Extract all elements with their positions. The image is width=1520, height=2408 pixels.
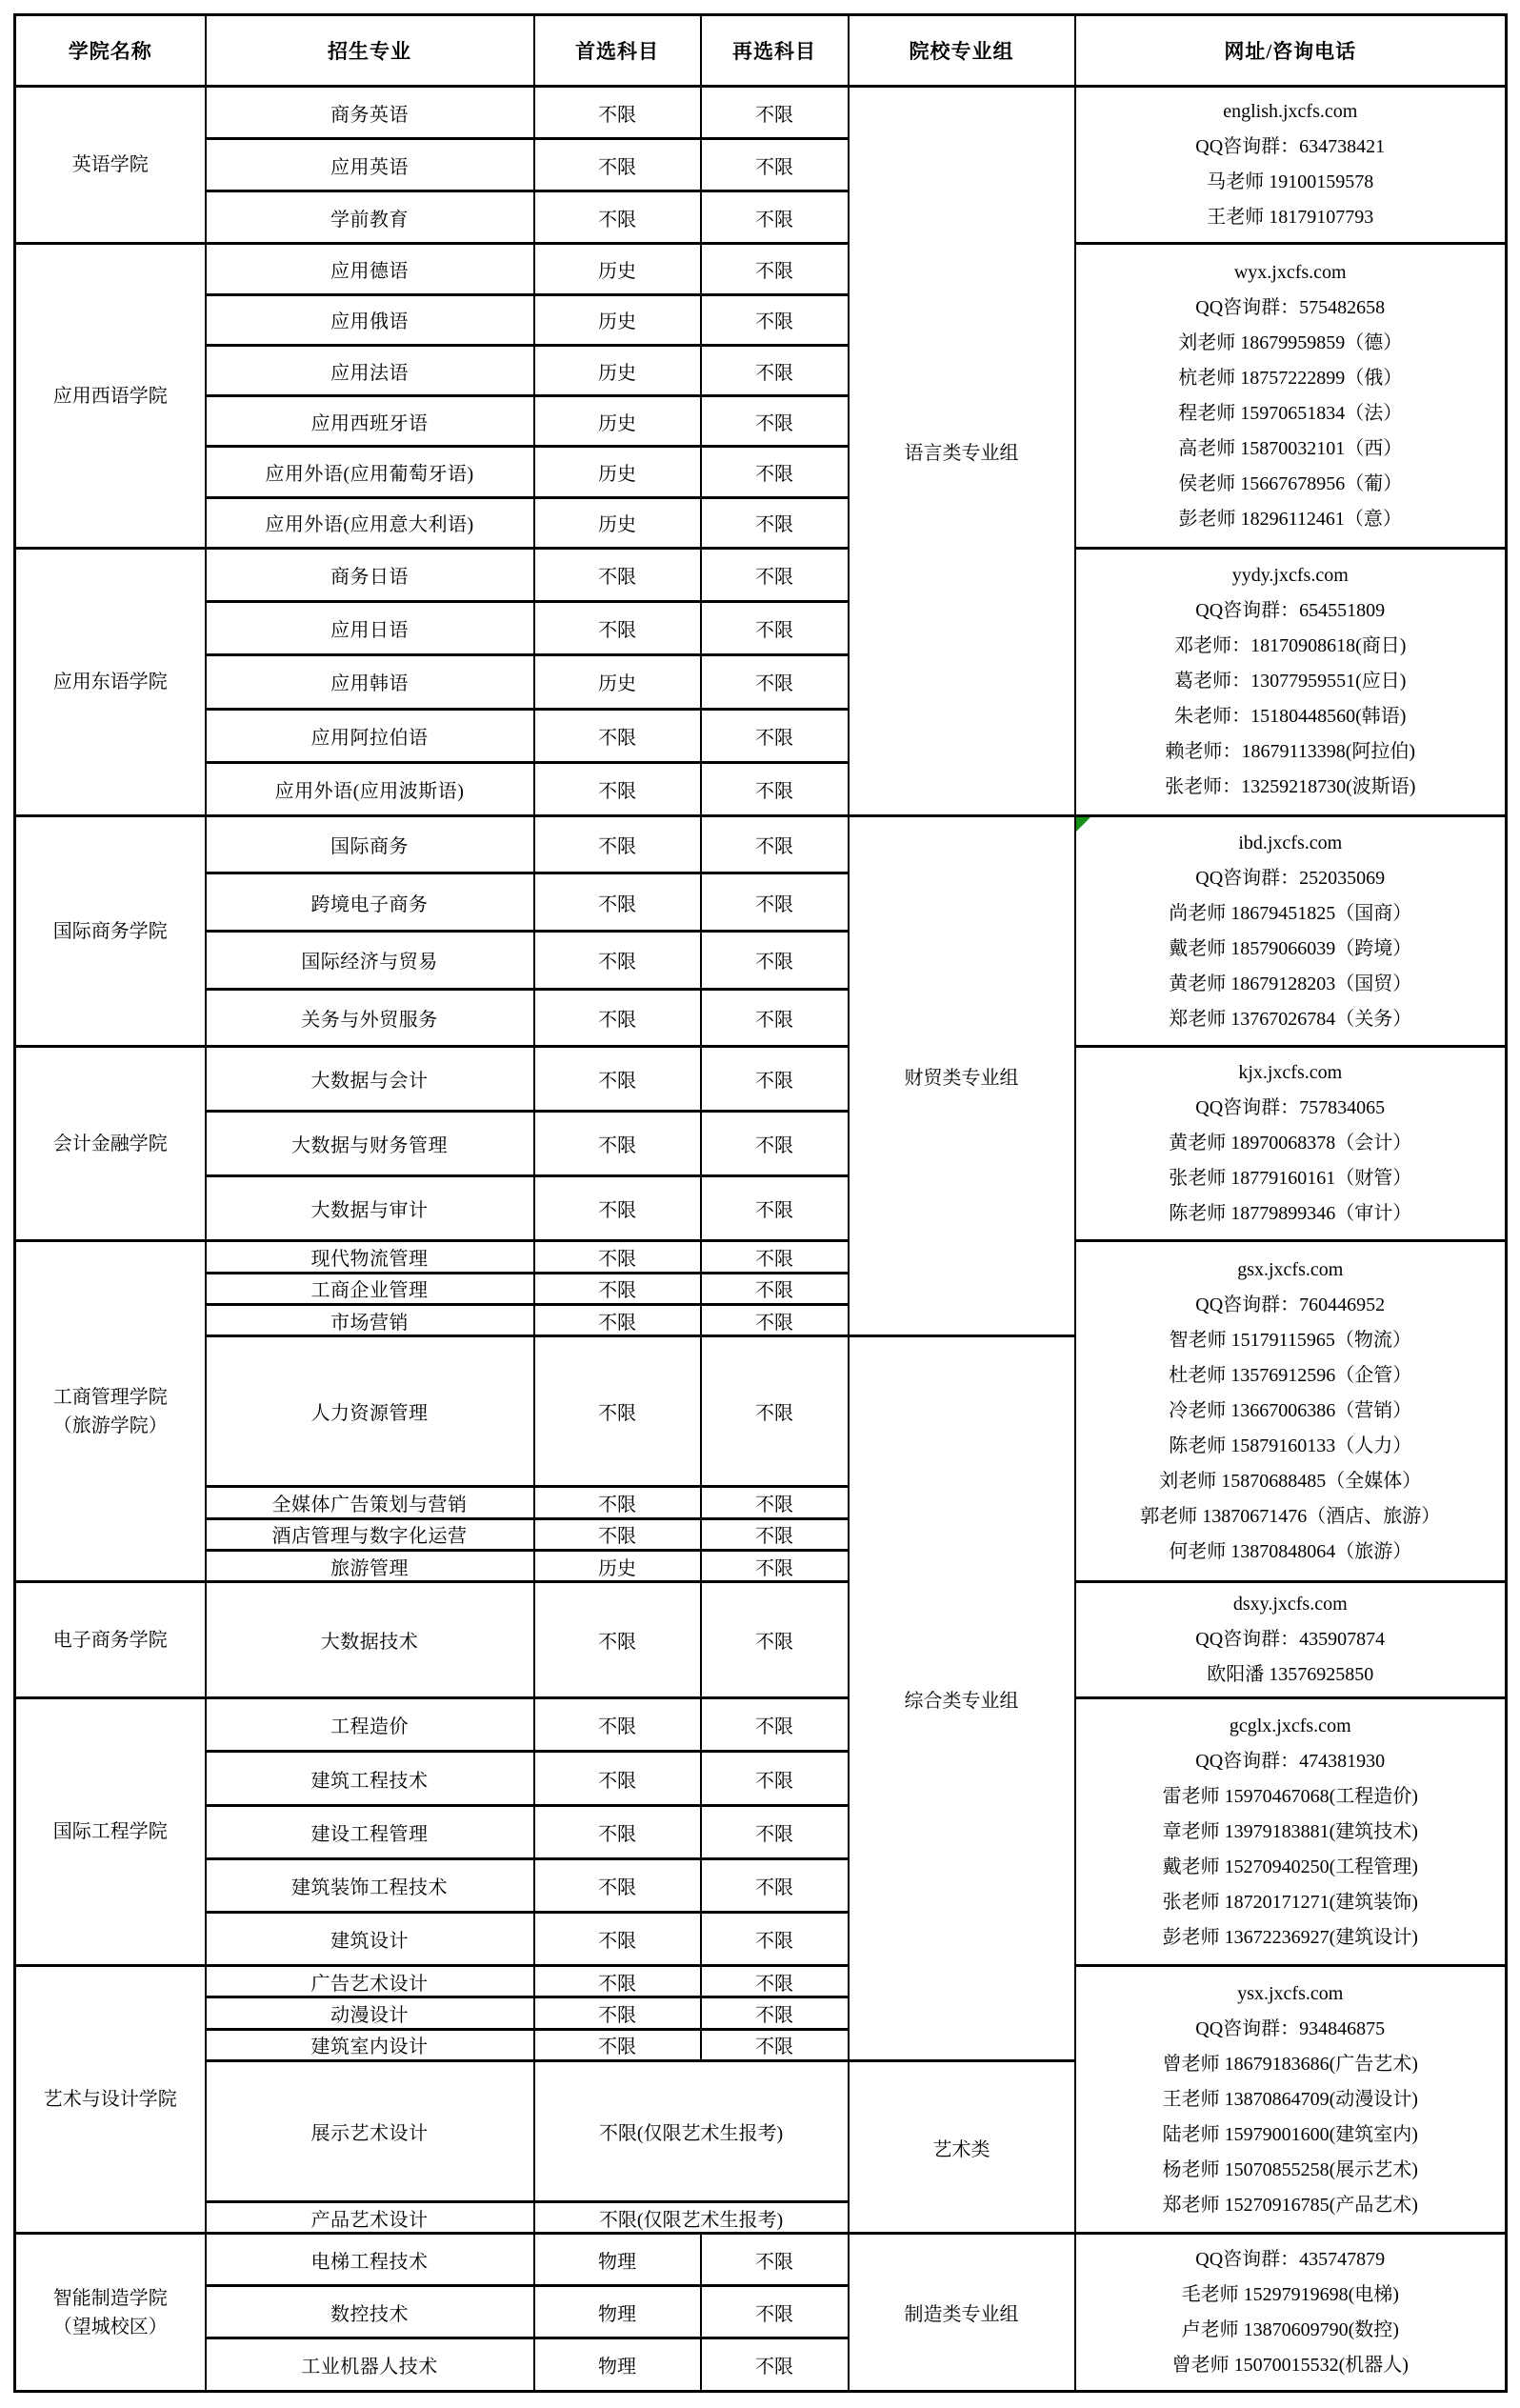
contact-cell — [1075, 815, 1507, 1046]
first-subject-cell: 不限 — [534, 1241, 701, 1273]
second-subject-cell: 不限 — [701, 2234, 849, 2286]
contact-phone: 王老师 18179107793 — [1207, 207, 1374, 229]
major-cell: 工程造价 — [206, 1698, 534, 1752]
major-cell: 应用外语(应用葡萄牙语) — [206, 447, 534, 497]
second-subject-cell: 不限 — [701, 655, 849, 709]
college-name-cell — [15, 815, 206, 1046]
second-subject-cell: 不限 — [701, 1966, 849, 1997]
first-subject-cell: 不限 — [534, 1582, 701, 1698]
major-cell: 动漫设计 — [206, 1997, 534, 2029]
major-cell: 建筑设计 — [206, 1913, 534, 1966]
college-name: 艺术与设计学院 — [43, 2089, 177, 2111]
contact-phone: 郑老师 13767026784（关务） — [1169, 1008, 1412, 1030]
contact-website: wyx.jxcfs.com — [1233, 261, 1347, 283]
major-cell: 学前教育 — [206, 191, 534, 244]
contact-phone: 赖老师：18679113398(阿拉伯) — [1165, 741, 1416, 763]
contact-qq: QQ咨询群：634738421 — [1195, 136, 1386, 158]
second-subject-cell: 不限 — [701, 1487, 849, 1518]
second-subject-cell: 不限 — [701, 1582, 849, 1698]
first-subject-cell: 历史 — [534, 447, 701, 497]
contact-phone: 智老师 15179115965（物流） — [1169, 1330, 1411, 1352]
contact-cell — [1075, 87, 1507, 244]
contact-phone: 彭老师 13672236927(建筑设计) — [1162, 1926, 1418, 1948]
header-group: 院校专业组 — [849, 15, 1075, 87]
major-cell: 建筑室内设计 — [206, 2029, 534, 2060]
contact-phone: 黄老师 18970068378（会计） — [1169, 1133, 1412, 1154]
contact-qq: QQ咨询群：252035069 — [1195, 867, 1386, 889]
contact-qq: QQ咨询群：757834065 — [1195, 1097, 1386, 1119]
first-subject-cell: 不限 — [534, 139, 701, 191]
first-subject-cell: 不限 — [534, 815, 701, 873]
second-subject-cell: 不限 — [701, 989, 849, 1047]
first-subject-cell: 不限 — [534, 709, 701, 762]
major-cell: 工商企业管理 — [206, 1273, 534, 1304]
second-subject-cell: 不限 — [701, 2029, 849, 2060]
first-subject-cell: 不限 — [534, 1304, 701, 1335]
group-cell-comprehensive: 综合类专业组 — [849, 1336, 1075, 2061]
group-cell-language: 语言类专业组 — [849, 87, 1075, 816]
contact-website: english.jxcfs.com — [1223, 101, 1358, 123]
first-subject-cell: 不限 — [534, 1518, 701, 1550]
second-subject-cell: 不限 — [701, 87, 849, 139]
second-subject-cell: 不限 — [701, 1112, 849, 1176]
college-name-sub: （望城校区） — [52, 2316, 168, 2338]
first-subject-cell: 物理 — [534, 2286, 701, 2338]
second-subject-cell: 不限 — [701, 1805, 849, 1858]
first-subject-cell: 不限 — [534, 548, 701, 601]
major-cell: 应用外语(应用波斯语) — [206, 762, 534, 815]
second-subject-cell: 不限 — [701, 1273, 849, 1304]
college-name: 英语学院 — [71, 154, 149, 176]
major-cell: 现代物流管理 — [206, 1241, 534, 1273]
second-subject-cell: 不限 — [701, 1047, 849, 1112]
contact-phone: 侯老师 15667678956（葡） — [1178, 472, 1403, 494]
major-cell: 跨境电子商务 — [206, 873, 534, 932]
second-subject-cell: 不限 — [701, 396, 849, 447]
contact-phone: 毛老师 15297919698(电梯) — [1181, 2283, 1399, 2305]
college-name: 国际工程学院 — [52, 1821, 168, 1843]
college-name-cell — [15, 1582, 206, 1698]
first-subject-cell: 不限 — [534, 1966, 701, 1997]
contact-phone: 章老师 13979183881(建筑技术) — [1162, 1820, 1418, 1842]
college-name-cell — [15, 1241, 206, 1582]
group-cell-trade: 财贸类专业组 — [849, 815, 1075, 1335]
major-cell: 展示艺术设计 — [206, 2061, 534, 2202]
contact-cell — [1075, 2234, 1507, 2392]
contact-cell — [1075, 1966, 1507, 2234]
contact-website: ysx.jxcfs.com — [1237, 1982, 1344, 2004]
contact-cell — [1075, 1241, 1507, 1582]
group-cell-art: 艺术类 — [849, 2061, 1075, 2234]
contact-phone: 马老师 19100159578 — [1207, 171, 1374, 193]
first-subject-cell: 不限 — [534, 2029, 701, 2060]
contact-phone: 葛老师：13077959551(应日) — [1174, 671, 1407, 692]
contact-website: kjx.jxcfs.com — [1238, 1062, 1343, 1084]
contact-phone: 欧阳潘 13576925850 — [1207, 1664, 1374, 1686]
major-cell: 工业机器人技术 — [206, 2338, 534, 2392]
major-cell: 应用俄语 — [206, 294, 534, 345]
major-cell: 大数据技术 — [206, 1582, 534, 1698]
first-subject-cell: 不限 — [534, 1176, 701, 1241]
major-cell: 建设工程管理 — [206, 1805, 534, 1858]
contact-qq: QQ咨询群：474381930 — [1195, 1750, 1386, 1772]
first-subject-cell: 不限 — [534, 1913, 701, 1966]
major-row — [15, 2234, 1507, 2286]
contact-phone: 陆老师 15979001600(建筑室内) — [1162, 2123, 1418, 2145]
second-subject-cell: 不限 — [701, 244, 849, 294]
major-cell: 应用阿拉伯语 — [206, 709, 534, 762]
first-subject-cell: 不限 — [534, 87, 701, 139]
second-subject-cell: 不限 — [701, 497, 849, 548]
college-name-sub: （旅游学院） — [52, 1415, 168, 1436]
college-name: 应用东语学院 — [52, 671, 168, 692]
major-cell: 应用英语 — [206, 139, 534, 191]
major-cell: 建筑工程技术 — [206, 1752, 534, 1805]
major-row — [15, 1241, 1507, 1273]
first-subject-cell: 历史 — [534, 396, 701, 447]
major-cell: 国际经济与贸易 — [206, 932, 534, 990]
contact-website: gcglx.jxcfs.com — [1229, 1715, 1351, 1736]
second-subject-cell: 不限 — [701, 762, 849, 815]
contact-cell — [1075, 1582, 1507, 1698]
second-subject-cell: 不限 — [701, 1858, 849, 1912]
first-subject-cell: 历史 — [534, 244, 701, 294]
first-subject-cell: 不限 — [534, 1047, 701, 1112]
header-contact: 网址/咨询电话 — [1075, 15, 1507, 87]
contact-phone: 张老师 18720171271(建筑装饰) — [1162, 1891, 1418, 1913]
major-cell: 应用法语 — [206, 345, 534, 395]
contact-qq: QQ咨询群：575482658 — [1195, 296, 1386, 318]
header-row — [15, 15, 1507, 87]
second-subject-cell: 不限 — [701, 815, 849, 873]
college-name-cell — [15, 1698, 206, 1966]
first-subject-cell: 不限 — [534, 873, 701, 932]
contact-phone: 戴老师 18579066039（跨境） — [1169, 937, 1412, 959]
first-subject-cell: 物理 — [534, 2338, 701, 2392]
second-subject-cell: 不限 — [701, 191, 849, 244]
contact-cell — [1075, 1047, 1507, 1241]
major-cell: 数控技术 — [206, 2286, 534, 2338]
first-subject-cell: 不限 — [534, 1752, 701, 1805]
major-row — [15, 1582, 1507, 1698]
major-cell: 大数据与审计 — [206, 1176, 534, 1241]
contact-phone: 杭老师 18757222899（俄） — [1178, 367, 1403, 389]
second-subject-cell: 不限 — [701, 1752, 849, 1805]
second-subject-cell: 不限 — [701, 139, 849, 191]
contact-phone: 程老师 15970651834（法） — [1178, 402, 1403, 424]
major-cell: 应用外语(应用意大利语) — [206, 497, 534, 548]
contact-cell — [1075, 1698, 1507, 1966]
first-subject-cell: 不限 — [534, 191, 701, 244]
first-subject-cell: 不限 — [534, 762, 701, 815]
college-name-cell — [15, 2234, 206, 2392]
contact-phone: 杜老师 13576912596（企管） — [1169, 1365, 1412, 1387]
college-name: 电子商务学院 — [52, 1629, 168, 1651]
first-subject-cell: 不限 — [534, 1997, 701, 2029]
second-subject-cell: 不限 — [701, 1241, 849, 1273]
college-name-cell — [15, 1047, 206, 1241]
second-subject-cell: 不限 — [701, 1997, 849, 2029]
contact-phone: 冷老师 13667006386（营销） — [1169, 1400, 1412, 1422]
second-subject-cell: 不限 — [701, 1518, 849, 1550]
group-cell-manufacturing: 制造类专业组 — [849, 2234, 1075, 2392]
contact-phone: 黄老师 18679128203（国贸） — [1169, 973, 1412, 994]
second-subject-cell: 不限 — [701, 447, 849, 497]
major-cell: 商务英语 — [206, 87, 534, 139]
college-name-cell — [15, 87, 206, 244]
contact-phone: 陈老师 15879160133（人力） — [1169, 1435, 1412, 1457]
first-subject-cell: 不限 — [534, 1112, 701, 1176]
contact-phone: 刘老师 15870688485（全媒体） — [1159, 1471, 1422, 1493]
merged-subject-cell: 不限(仅限艺术生报考) — [534, 2061, 849, 2202]
contact-cell — [1075, 548, 1507, 815]
college-name-cell — [15, 1966, 206, 2234]
second-subject-cell: 不限 — [701, 548, 849, 601]
contact-website: ibd.jxcfs.com — [1238, 832, 1343, 853]
first-subject-cell: 不限 — [534, 932, 701, 990]
header-second-subject: 再选科目 — [701, 15, 849, 87]
major-cell: 旅游管理 — [206, 1550, 534, 1581]
second-subject-cell: 不限 — [701, 1336, 849, 1487]
first-subject-cell: 不限 — [534, 1273, 701, 1304]
major-cell: 大数据与会计 — [206, 1047, 534, 1112]
college-name-cell — [15, 548, 206, 815]
first-subject-cell: 历史 — [534, 294, 701, 345]
major-cell: 应用韩语 — [206, 655, 534, 709]
second-subject-cell: 不限 — [701, 294, 849, 345]
major-cell: 大数据与财务管理 — [206, 1112, 534, 1176]
first-subject-cell: 历史 — [534, 497, 701, 548]
first-subject-cell: 历史 — [534, 655, 701, 709]
contact-phone: 戴老师 15270940250(工程管理) — [1162, 1856, 1418, 1877]
first-subject-cell: 不限 — [534, 1487, 701, 1518]
major-cell: 人力资源管理 — [206, 1336, 534, 1487]
contact-phone: 张老师 18779160161（财管） — [1169, 1168, 1412, 1190]
major-cell: 产品艺术设计 — [206, 2201, 534, 2233]
college-name: 应用西语学院 — [52, 385, 168, 407]
contact-qq: QQ咨询群：654551809 — [1195, 600, 1386, 622]
contact-phone: 高老师 15870032101（西） — [1178, 437, 1403, 459]
contact-website: yydy.jxcfs.com — [1231, 565, 1349, 587]
cell-corner-marker — [1076, 817, 1090, 832]
major-cell: 广告艺术设计 — [206, 1966, 534, 1997]
contact-phone: 朱老师：15180448560(韩语) — [1174, 706, 1407, 728]
second-subject-cell: 不限 — [701, 873, 849, 932]
second-subject-cell: 不限 — [701, 1550, 849, 1581]
second-subject-cell: 不限 — [701, 1698, 849, 1752]
major-row — [15, 1698, 1507, 1752]
college-name: 智能制造学院 — [52, 2287, 168, 2309]
header-college: 学院名称 — [15, 15, 206, 87]
major-row — [15, 87, 1507, 139]
major-cell: 全媒体广告策划与营销 — [206, 1487, 534, 1518]
major-cell: 酒店管理与数字化运营 — [206, 1518, 534, 1550]
header-first-subject: 首选科目 — [534, 15, 701, 87]
first-subject-cell: 不限 — [534, 602, 701, 655]
second-subject-cell: 不限 — [701, 709, 849, 762]
admissions-table — [13, 13, 1508, 2393]
contact-qq: QQ咨询群：435747879 — [1195, 2248, 1386, 2270]
contact-phone: 曾老师 15070015532(机器人) — [1171, 2354, 1409, 2376]
contact-phone: 曾老师 18679183686(广告艺术) — [1162, 2053, 1418, 2075]
major-row — [15, 244, 1507, 294]
second-subject-cell: 不限 — [701, 602, 849, 655]
contact-phone: 邓老师：18170908618(商日) — [1174, 635, 1407, 657]
major-cell: 市场营销 — [206, 1304, 534, 1335]
major-row — [15, 815, 1507, 873]
second-subject-cell: 不限 — [701, 932, 849, 990]
major-row — [15, 1966, 1507, 1997]
contact-qq: QQ咨询群：760446952 — [1195, 1294, 1386, 1316]
college-name: 会计金融学院 — [52, 1133, 168, 1154]
second-subject-cell: 不限 — [701, 1176, 849, 1241]
header-major: 招生专业 — [206, 15, 534, 87]
second-subject-cell: 不限 — [701, 1913, 849, 1966]
major-cell: 电梯工程技术 — [206, 2234, 534, 2286]
second-subject-cell: 不限 — [701, 1304, 849, 1335]
second-subject-cell: 不限 — [701, 345, 849, 395]
contact-phone: 陈老师 18779899346（审计） — [1169, 1203, 1412, 1225]
contact-phone: 何老师 13870848064（旅游） — [1169, 1541, 1412, 1563]
major-cell: 建筑装饰工程技术 — [206, 1858, 534, 1912]
contact-website: gsx.jxcfs.com — [1237, 1259, 1344, 1281]
first-subject-cell: 历史 — [534, 345, 701, 395]
major-cell: 应用西班牙语 — [206, 396, 534, 447]
first-subject-cell: 不限 — [534, 989, 701, 1047]
second-subject-cell: 不限 — [701, 2286, 849, 2338]
contact-phone: 郭老师 13870671476（酒店、旅游） — [1140, 1506, 1441, 1528]
first-subject-cell: 不限 — [534, 1698, 701, 1752]
major-cell: 应用日语 — [206, 602, 534, 655]
contact-phone: 彭老师 18296112461（意） — [1178, 508, 1402, 530]
major-cell: 应用德语 — [206, 244, 534, 294]
contact-phone: 杨老师 15070855258(展示艺术) — [1162, 2158, 1418, 2180]
contact-phone: 刘老师 18679959859（德） — [1178, 331, 1403, 353]
first-subject-cell: 不限 — [534, 1336, 701, 1487]
contact-phone: 王老师 13870864709(动漫设计) — [1162, 2088, 1418, 2110]
major-cell: 商务日语 — [206, 548, 534, 601]
second-subject-cell: 不限 — [701, 2338, 849, 2392]
first-subject-cell: 历史 — [534, 1550, 701, 1581]
first-subject-cell: 不限 — [534, 1858, 701, 1912]
merged-subject-cell: 不限(仅限艺术生报考) — [534, 2201, 849, 2233]
major-cell: 关务与外贸服务 — [206, 989, 534, 1047]
contact-qq: QQ咨询群：934846875 — [1195, 2017, 1386, 2039]
college-name-cell — [15, 244, 206, 548]
first-subject-cell: 不限 — [534, 1805, 701, 1858]
contact-phone: 郑老师 15270916785(产品艺术) — [1162, 2194, 1418, 2216]
contact-website: dsxy.jxcfs.com — [1232, 1594, 1348, 1615]
contact-phone: 张老师：13259218730(波斯语) — [1165, 776, 1416, 798]
major-row — [15, 548, 1507, 601]
contact-qq: QQ咨询群：435907874 — [1195, 1629, 1386, 1651]
contact-cell — [1075, 244, 1507, 548]
contact-phone: 尚老师 18679451825（国商） — [1169, 902, 1412, 924]
college-name: 工商管理学院 — [52, 1386, 168, 1408]
contact-phone: 雷老师 15970467068(工程造价) — [1162, 1785, 1418, 1807]
first-subject-cell: 物理 — [534, 2234, 701, 2286]
major-cell: 国际商务 — [206, 815, 534, 873]
contact-phone: 卢老师 13870609790(数控) — [1181, 2318, 1399, 2340]
major-row — [15, 1047, 1507, 1112]
college-name: 国际商务学院 — [52, 920, 168, 942]
